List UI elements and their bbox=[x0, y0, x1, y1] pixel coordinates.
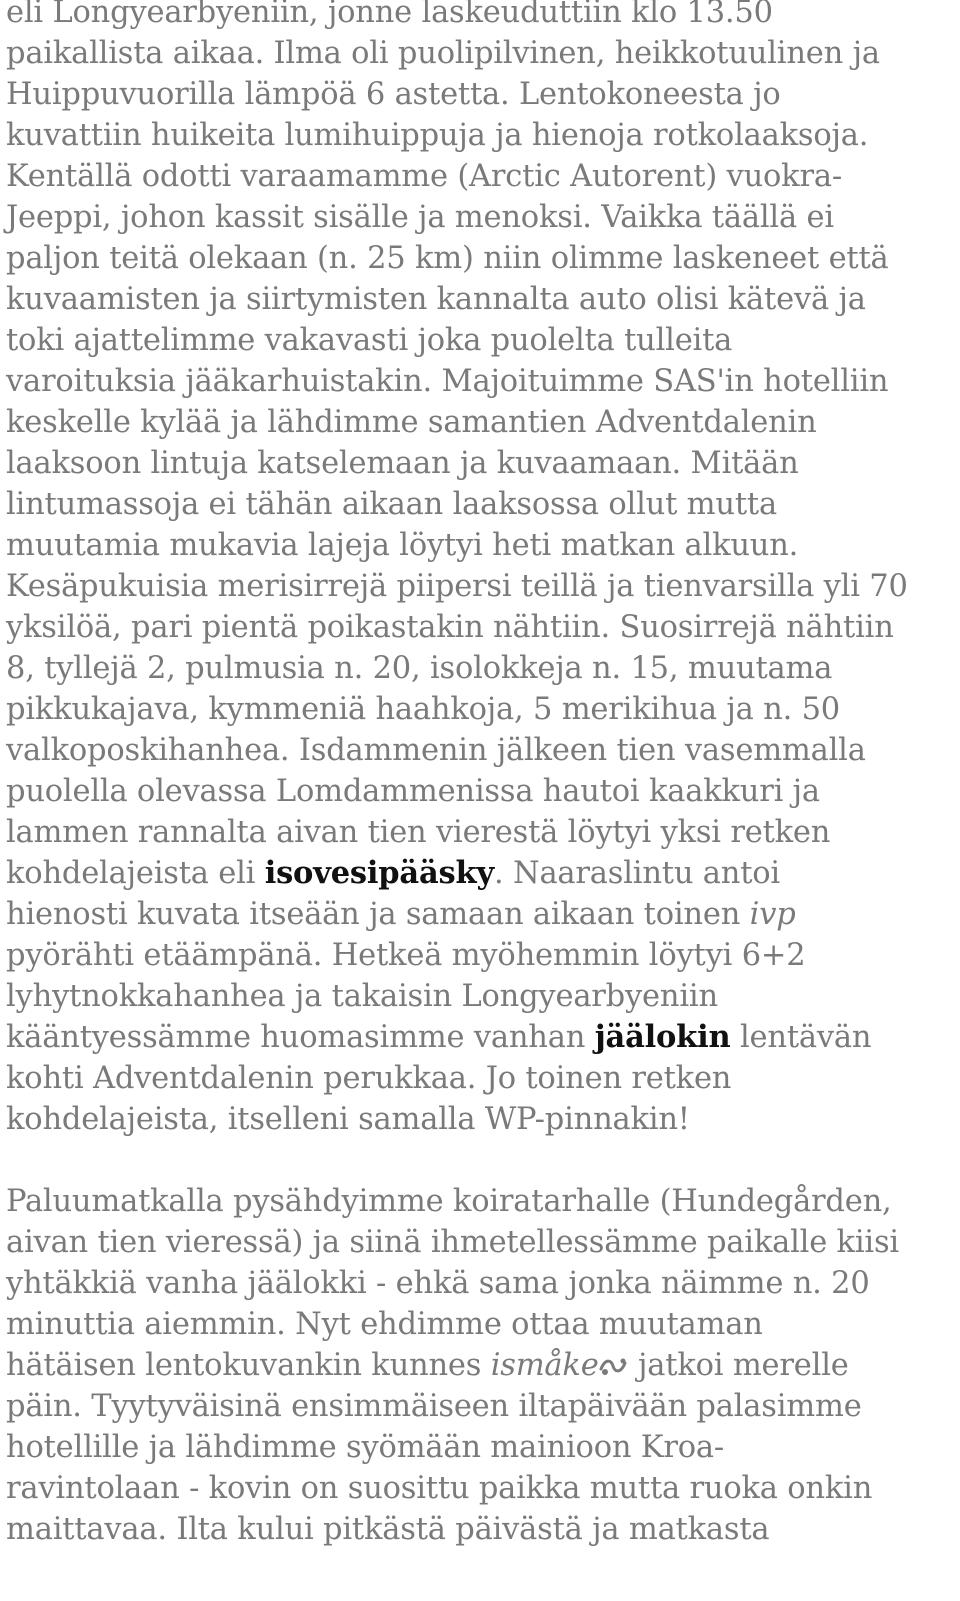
text-line: ravintolaan - kovin on suosittu paikka mutta ruoka onkin bbox=[6, 1471, 873, 1506]
text-line: lintumassoja ei tähän aikaan laaksossa ollut mutta bbox=[6, 487, 777, 522]
article-text bbox=[6, 0, 946, 1550]
text-line: paljon teitä olekaan (n. 25 km) niin olimme laskeneet että bbox=[6, 241, 889, 276]
text-segment: lentävän bbox=[730, 1020, 872, 1055]
text-segment: jatkoi merelle bbox=[628, 1348, 849, 1383]
text-line: kuvaamisten ja siirtymisten kannalta auto olisi kätevä ja bbox=[6, 282, 866, 317]
text-line: kohdelajeista, itselleni samalla WP-pinnakin! bbox=[6, 1102, 690, 1137]
text-line: varoituksia jääkarhuistakin. Majoituimme SAS'in hotelliin bbox=[6, 364, 889, 399]
text-line: päin. Tyytyväisinä ensimmäiseen iltapäivään palasimme bbox=[6, 1389, 862, 1424]
paragraph-svalbard-arrival bbox=[6, 0, 946, 1140]
text-line: kuvattiin huikeita lumihuippuja ja hienoja rotkolaaksoja. bbox=[6, 118, 869, 153]
text-line bbox=[6, 894, 946, 935]
text-line: lyhytnokkahanhea ja takaisin Longyearbyeniin bbox=[6, 979, 718, 1014]
text-line bbox=[6, 853, 946, 894]
text-line: eli Longyearbyeniin, jonne laskeuduttiin klo 13.50 bbox=[6, 0, 773, 30]
text-line bbox=[6, 1345, 946, 1386]
text-line: kohti Adventdalenin perukkaa. Jo toinen retken bbox=[6, 1061, 732, 1096]
abbreviation-italic: ivp bbox=[749, 897, 796, 932]
text-line: hotellille ja lähdimme syömään mainioon Kroa- bbox=[6, 1430, 725, 1465]
text-line: pyörähti etäämpänä. Hetkeä myöhemmin löytyi 6+2 bbox=[6, 938, 806, 973]
fleuron-ornament-icon bbox=[599, 1347, 629, 1367]
text-line: pikkukajava, kymmeniä haahkoja, 5 merikihua ja n. 50 bbox=[6, 692, 840, 727]
species-name-bold: isovesipääsky bbox=[264, 855, 494, 891]
text-segment: . Naaraslintu antoi bbox=[493, 856, 780, 891]
text-line: 8, tyllejä 2, pulmusia n. 20, isolokkeja n. 15, muutama bbox=[6, 651, 833, 686]
text-line: yksilöä, pari pientä poikastakin nähtiin. Suosirrejä nähtiin bbox=[6, 610, 894, 645]
text-line: toki ajattelimme vakavasti joka puolelta tulleita bbox=[6, 323, 733, 358]
text-line: Kesäpukuisia merisirrejä piipersi teillä ja tienvarsilla yli 70 bbox=[6, 569, 908, 604]
text-line: paikallista aikaa. Ilma oli puolipilvinen, heikkotuulinen ja bbox=[6, 36, 880, 71]
text-line: Huippuvuorilla lämpöä 6 astetta. Lentokoneesta jo bbox=[6, 77, 781, 112]
text-line: Paluumatkalla pysähdyimme koiratarhalle (Hundegården, bbox=[6, 1184, 892, 1219]
text-line: yhtäkkiä vanha jäälokki - ehkä sama jonka näimme n. 20 bbox=[6, 1266, 870, 1301]
paragraph-return-trip bbox=[6, 1181, 946, 1550]
text-segment: kääntyessämme huomasimme vanhan bbox=[6, 1020, 595, 1055]
text-line: puolella olevassa Lomdammenissa hautoi kaakkuri ja bbox=[6, 774, 820, 809]
text-line: Jeeppi, johon kassit sisälle ja menoksi. Vaikka täällä ei bbox=[6, 200, 834, 235]
text-line: lammen rannalta aivan tien vierestä löytyi yksi retken bbox=[6, 815, 831, 850]
species-name-italic: ismåke bbox=[490, 1348, 599, 1383]
text-line: aivan tien vieressä) ja siinä ihmetellessämme paikalle kiisi bbox=[6, 1225, 899, 1260]
text-line: Kentällä odotti varaamamme (Arctic Autorent) vuokra- bbox=[6, 159, 842, 194]
text-line bbox=[6, 1017, 946, 1058]
text-segment: kohdelajeista eli bbox=[6, 856, 265, 891]
text-segment: hätäisen lentokuvankin kunnes bbox=[6, 1348, 491, 1383]
text-line: maittavaa. Ilta kului pitkästä päivästä ja matkasta bbox=[6, 1512, 770, 1547]
text-segment: hienosti kuvata itseään ja samaan aikaan toinen bbox=[6, 897, 750, 932]
text-line: valkoposkihanhea. Isdammenin jälkeen tien vasemmalla bbox=[6, 733, 866, 768]
text-line: muutamia mukavia lajeja löytyi heti matkan alkuun. bbox=[6, 528, 799, 563]
species-name-bold: jäälokin bbox=[594, 1019, 731, 1055]
text-line: keskelle kylää ja lähdimme samantien Adventdalenin bbox=[6, 405, 817, 440]
text-line: laaksoon lintuja katselemaan ja kuvaamaan. Mitään bbox=[6, 446, 799, 481]
text-line: minuttia aiemmin. Nyt ehdimme ottaa muutaman bbox=[6, 1307, 763, 1342]
